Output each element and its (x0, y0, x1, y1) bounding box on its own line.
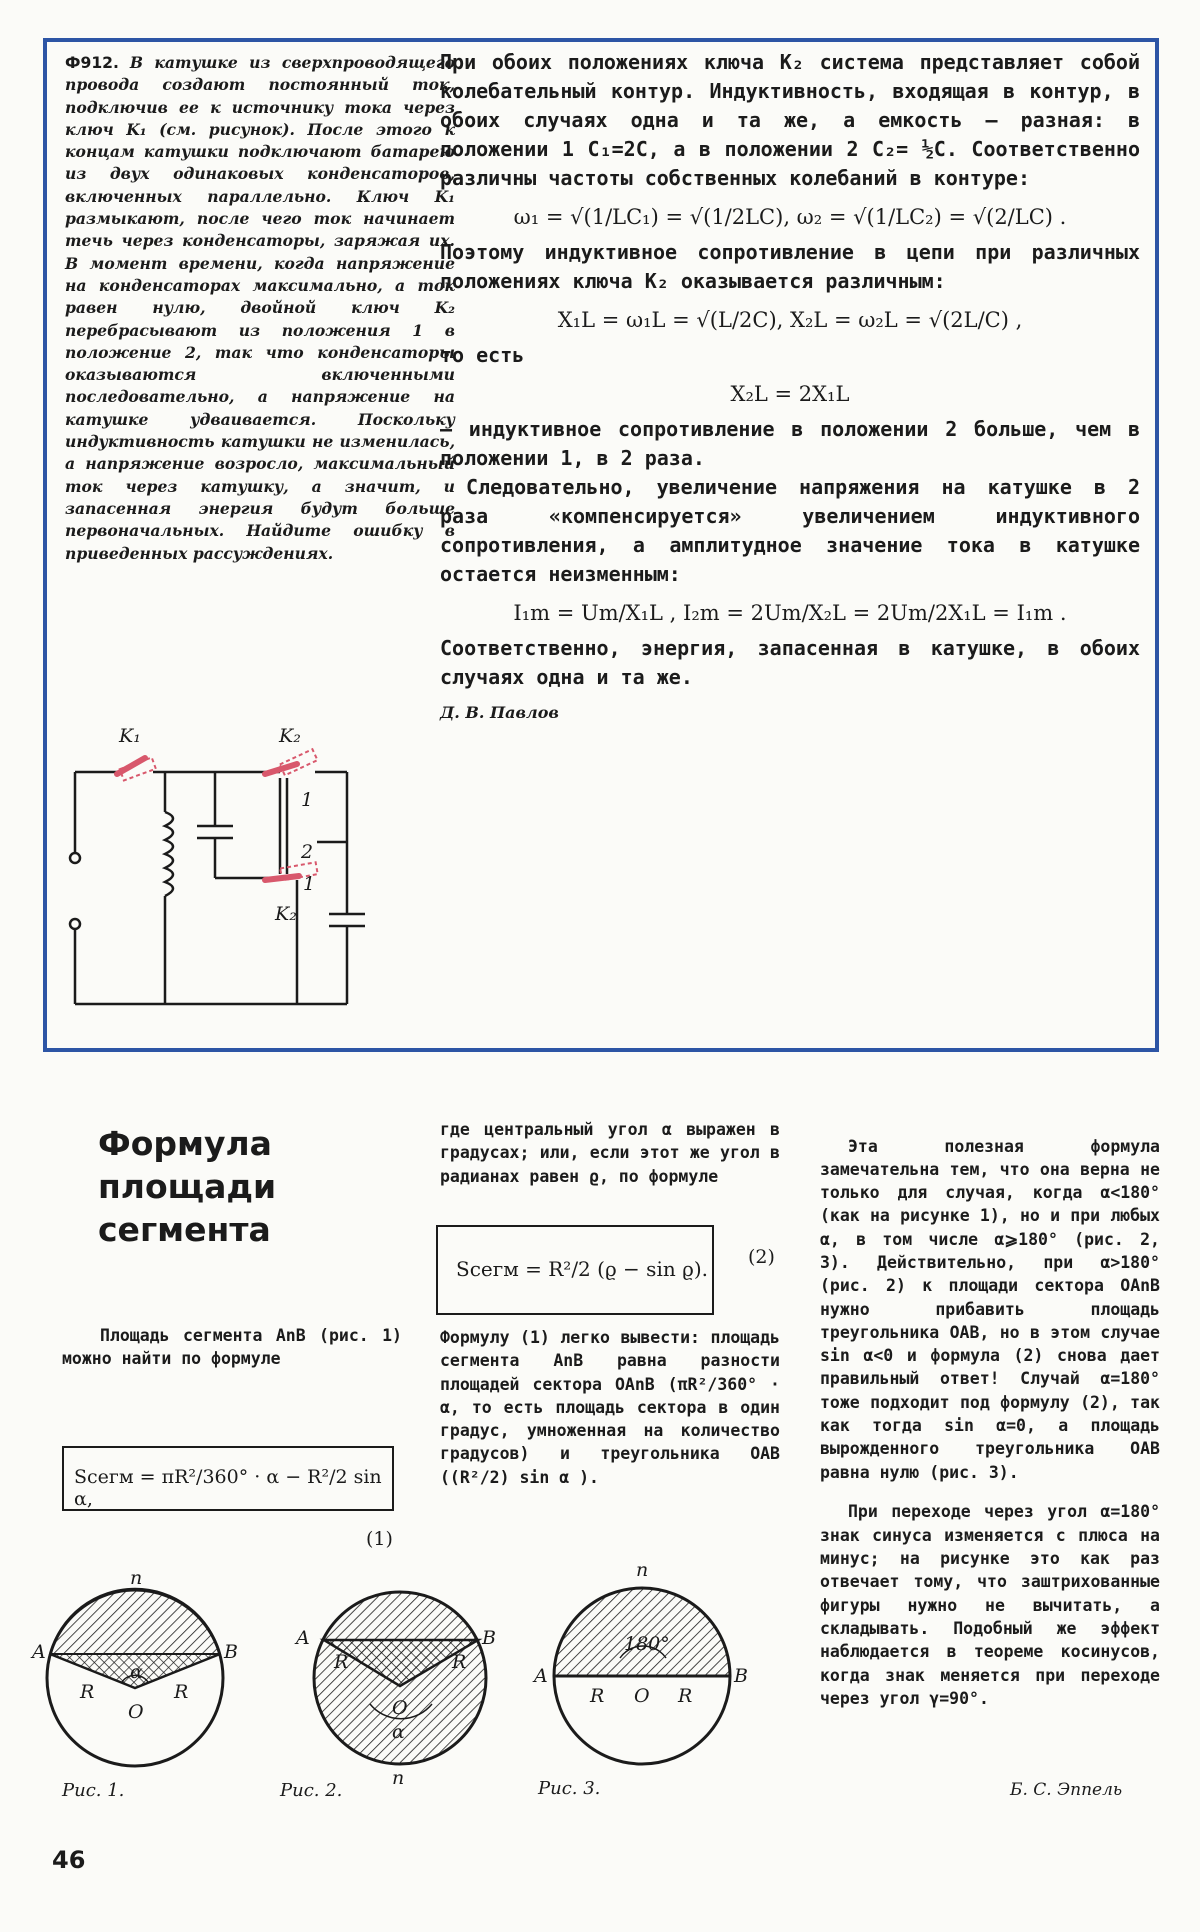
formula-1-box (62, 1446, 394, 1511)
label-k2-top: K₂ (279, 725, 301, 747)
solution-paragraph-6: Соответственно, энергия, запасенная в катушке, в обоих случаях одна и та же. (440, 636, 1140, 689)
equation-ratio: X₂L = 2X₁L (730, 382, 850, 406)
label-pos2: 2 (301, 841, 314, 863)
solution-author: Д. В. Павлов (440, 703, 559, 722)
fig2-caption: Рис. 2. (280, 1780, 343, 1801)
solution-paragraph-1: При обоих положениях ключа K₂ система представляет собой колебательный контур. Индуктивность, входящая в контур, в обоих случаях одна и та же, а емкость — разная: в положении 1 C₁=2C, а в положении 2 C₂= ½C. Соответственно различны частоты собственных колебаний в контуре: (440, 50, 1140, 190)
title-line-1: Формула (98, 1124, 272, 1163)
problem-box (43, 38, 1159, 1052)
formula-1-number: (1) (366, 1528, 393, 1550)
fig1-label-n: n (130, 1567, 143, 1589)
label-k2-bottom: K₂ (275, 903, 297, 925)
fig2-label-b: B (482, 1627, 496, 1649)
fig2-label-r1: R (334, 1651, 349, 1673)
equation-current: I₁m = Um/X₁L , I₂m = 2Um/X₂L = 2Um/2X₁L = I₁m . (513, 601, 1067, 625)
fig1-label-b: B (224, 1641, 238, 1663)
fig3-caption: Рис. 3. (538, 1778, 601, 1799)
fig3-label-angle: 180° (624, 1633, 670, 1655)
title-line-3: сегмента (98, 1210, 271, 1249)
fig1-label-r2: R (174, 1681, 189, 1703)
article-title (98, 1122, 328, 1251)
article-col3-p1: Эта полезная формула замечательна тем, что она верна не только для случая, когда α<180° (как на рисунке 1), но и при любых α, в том числе α⩾180° (рис. 2, 3). Действительно, при α>180° (рис. 2) к площади сектора OAnB нужно прибавить площадь треугольника OAB, но в этом случае sin α<0 и формула (2) снова дает правильный ответ! Случай α=180° тоже подходит под формулу (2), так как тогда sin α=0, а площадь вырожденного треугольника OAB равна нулю (рис. 3). (820, 1136, 1160, 1482)
formula-2: Sсегм = R²/2 (ϱ − sin ϱ). (456, 1257, 708, 1281)
fig2-label-a: A (296, 1627, 310, 1649)
fig2-label-r2: R (452, 1651, 467, 1673)
solution-paragraph-4: — индуктивное сопротивление в положении 2 больше, чем в положении 1, в 2 раза. (440, 417, 1140, 470)
formula-2-box (436, 1225, 714, 1315)
segment-figures (30, 1558, 790, 1818)
fig2-label-n: n (392, 1767, 405, 1789)
article-col2-text: Формулу (1) легко вывести: площадь сегмента AnB равна разности площадей сектора OAnB (πR²/360° · α, то есть площадь сектора в один градус, умноженная на количество градусов) и треугольника OAB ((R²/2) sin α ). (440, 1328, 780, 1487)
figure-3 (554, 1588, 730, 1764)
equation-reactance: X₁L = ω₁L = √(L/2C), X₂L = ω₂L = √(2L/C) , (557, 308, 1023, 332)
problem-statement (65, 52, 455, 565)
label-pos1-bottom: 1 (303, 873, 316, 895)
article-author: Б. С. Эппель (1010, 1780, 1123, 1800)
formula-1: Sсегм = πR²/360° · α − R²/2 sin α, (74, 1466, 382, 1510)
label-pos1-top: 1 (301, 789, 314, 811)
fig3-label-r2: R (678, 1685, 693, 1707)
problem-number: Ф912. (65, 54, 119, 72)
fig3-label-n: n (636, 1559, 649, 1581)
fig1-label-a: A (32, 1641, 46, 1663)
solution (440, 48, 1140, 727)
fig3-label-b: B (734, 1665, 748, 1687)
problem-body: В катушке из сверхпроводящего провода создают постоянный ток, подключив ее к источнику тока через ключ K₁ (см. рисунок). После этого к концам катушки подключают батарею из двух одинаковых конденсаторов, включенных параллельно. Ключ K₁ размыкают, после чего ток начинает течь через конденсаторы, заряжая их. В момент времени, когда напряжение на конденсаторах максимально, а ток равен нулю, двойной ключ K₂ перебрасывают из положения 1 в положение 2, так что конденсаторы оказываются включенными последовательно, а напряжение на катушке удваивается. Поскольку индуктивность катушки не изменилась, а напряжение возросло, максимальный ток через катушку, а значит, и запасенная энергия будут больше первоначальных. Найдите ошибку в приведенных рассуждениях. (65, 53, 455, 563)
article-col3 (820, 1118, 1160, 1727)
switch-k1 (117, 758, 145, 774)
page-number: 46 (52, 1846, 86, 1874)
fig1-caption: Рис. 1. (62, 1780, 125, 1801)
solution-paragraph-3: то есть (440, 343, 525, 367)
fig2-label-o: O (392, 1697, 408, 1719)
article-intro: Площадь сегмента AnB (рис. 1) можно найти по формуле (62, 1326, 402, 1369)
article-col3-p2: При переходе через угол α=180° знак синуса изменяется с плюса на минус; на рисунке это как раз отвечает тому, что заштрихованные фигуры нужно не вычитать, а складывать. Подобный же эффект наблюдается в теореме косинусов, когда знак меняется при переходе через угол γ=90°. (820, 1502, 1160, 1708)
fig3-label-r1: R (590, 1685, 605, 1707)
equation-omega: ω₁ = √(1/LC₁) = √(1/2LC), ω₂ = √(1/LC₂) = √(2/LC) . (513, 205, 1067, 229)
circuit-diagram (65, 714, 445, 1014)
fig1-label-o: O (128, 1701, 144, 1723)
article-col2-top: где центральный угол α выражен в градусах; или, если этот же угол в радианах равен ϱ, по формуле (440, 1120, 780, 1186)
formula-2-number: (2) (748, 1246, 775, 1268)
solution-paragraph-5: Следовательно, увеличение напряжения на катушке в 2 раза «компенсируется» увеличением индуктивного сопротивления, а амплитудное значение тока в катушке остается неизменным: (440, 475, 1140, 586)
solution-paragraph-2: Поэтому индуктивное сопротивление в цепи при различных положениях ключа K₂ оказывается различным: (440, 240, 1140, 293)
label-k1: K₁ (119, 725, 141, 747)
fig3-label-o: O (634, 1685, 650, 1707)
fig3-label-a: A (534, 1665, 548, 1687)
fig1-label-alpha: α (130, 1661, 143, 1683)
fig1-label-r1: R (80, 1681, 95, 1703)
title-line-2: площади (98, 1167, 277, 1206)
fig2-label-alpha: α (392, 1721, 405, 1743)
